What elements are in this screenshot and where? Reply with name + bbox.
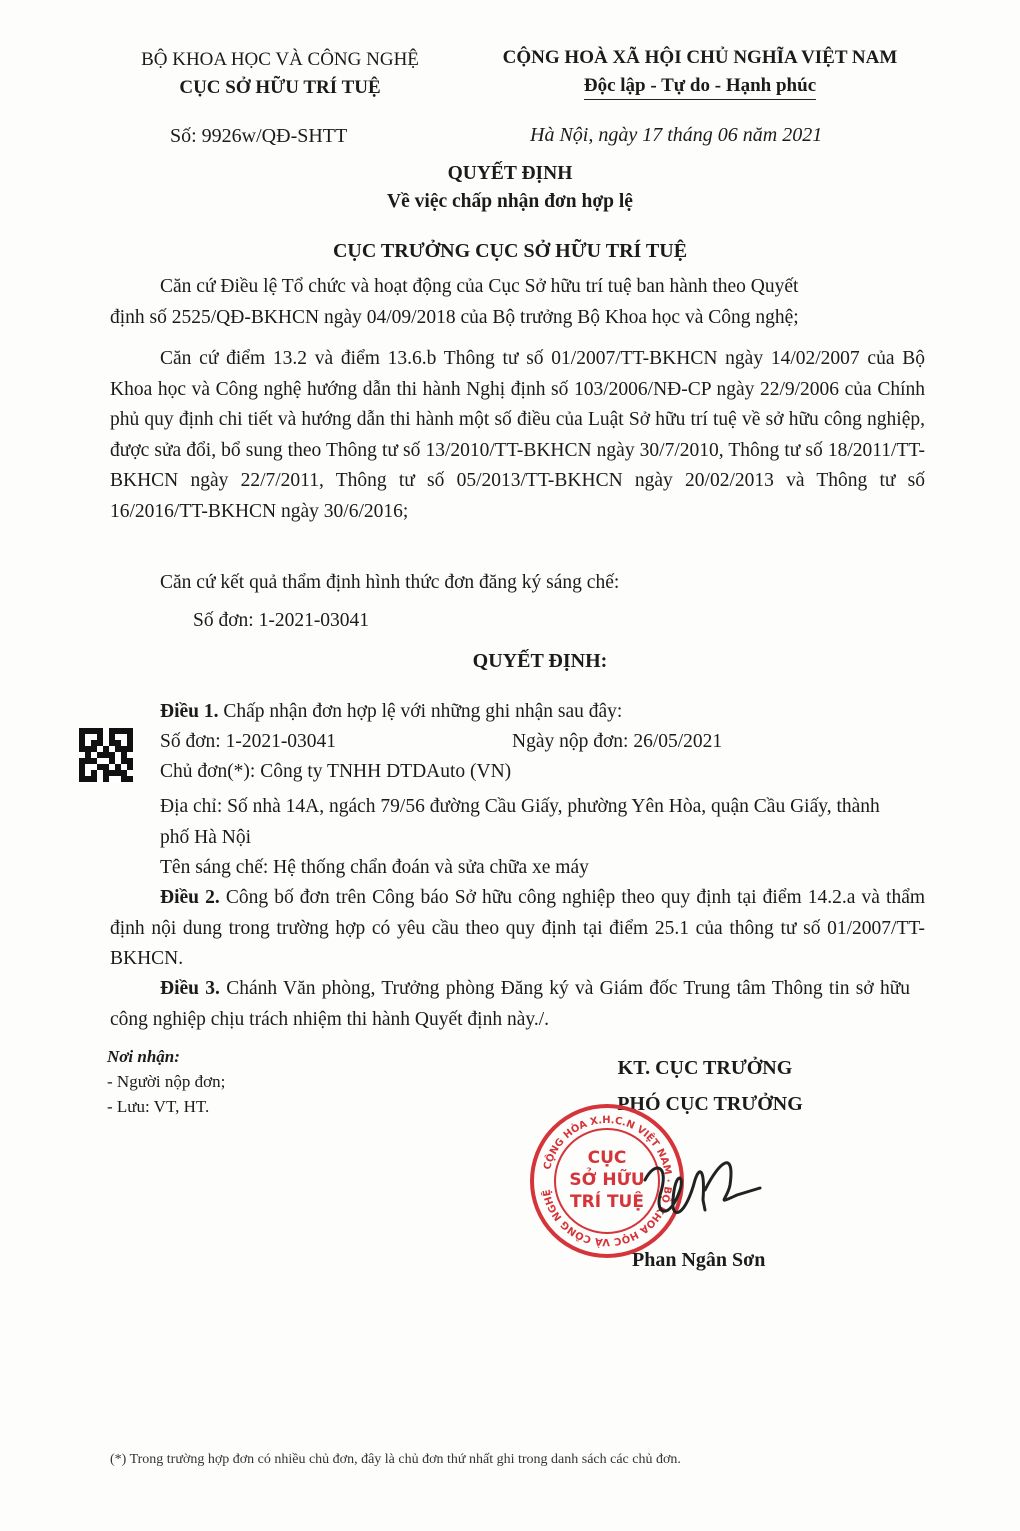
sign-on-behalf: KT. CỤC TRƯỞNG <box>617 1057 793 1079</box>
application-number-line: Số đơn: 1-2021-03041 <box>193 610 370 631</box>
decide-heading: QUYẾT ĐỊNH: <box>472 650 608 672</box>
article-2 <box>110 883 925 975</box>
handwritten-signature <box>625 1140 765 1240</box>
recipient-item: - Lưu: VT, HT. <box>107 1097 210 1116</box>
article-1-applicant: Chủ đơn(*): Công ty TNHH DTDAuto (VN) <box>160 761 512 782</box>
header-right <box>470 44 930 100</box>
agency-name: CỤC SỞ HỮU TRÍ TUỆ <box>179 77 381 98</box>
article-1-app-no: Số đơn: 1-2021-03041 <box>160 731 337 752</box>
article-1-text: Chấp nhận đơn hợp lệ với những ghi nhận sau đây: <box>223 701 623 722</box>
article-1-filing-date: Ngày nộp đơn: 26/05/2021 <box>512 731 723 752</box>
basis-1 <box>110 272 925 333</box>
basis-1-first-line: Căn cứ Điều lệ Tổ chức và hoạt động của Cục Sở hữu trí tuệ ban hành theo Quyết <box>160 276 799 297</box>
basis-1-rest: định số 2525/QĐ-BKHCN ngày 04/09/2018 của Bộ trưởng Bộ Khoa học và Công nghệ; <box>110 306 799 328</box>
qr-code <box>79 728 133 782</box>
article-3 <box>110 974 910 1035</box>
basis-2: Căn cứ điểm 13.2 và điểm 13.6.b Thông tư số 01/2007/TT-BKHCN ngày 14/02/2007 của Bộ Khoa học và Công nghệ hướng dẫn thi hành Nghị định số 103/2006/NĐ-CP ngày 22/9/2006 của Chính phủ quy định chi tiết và hướng dẫn thi hành một số điều của Luật Sở hữu trí tuệ về sở hữu công nghiệp, được sửa đổi, bổ sung theo Thông tư số 13/2010/TT-BKHCN ngày 30/7/2010, Thông tư số 18/2011/TT-BKHCN ngày 22/7/2011, Thông tư số 05/2013/TT-BKHCN ngày 20/02/2013 và Thông tư số 16/2016/TT-BKHCN ngày 30/6/2016; <box>110 348 925 522</box>
document-number: Số: 9926w/QĐ-SHTT <box>170 125 348 147</box>
article-3-text: Chánh Văn phòng, Trưởng phòng Đăng ký và Giám đốc Trung tâm Thông tin sở hữu công nghiệp chịu trách nhiệm thi hành Quyết định này./. <box>110 978 911 1030</box>
document-title <box>300 160 720 216</box>
place-date: Hà Nội, ngày 17 tháng 06 năm 2021 <box>530 124 823 146</box>
national-motto: Độc lập - Tự do - Hạnh phúc <box>584 73 816 100</box>
article-1-invention: Tên sáng chế: Hệ thống chẩn đoán và sửa chữa xe máy <box>160 857 589 878</box>
title-subject: Về việc chấp nhận đơn hợp lệ <box>387 191 633 212</box>
recipient-item: - Người nộp đơn; <box>107 1072 226 1091</box>
recipients <box>107 1044 225 1119</box>
seal-outer-text: CỘNG HÒA X.H.C.N VIỆT NAM · BỘ KHOA HỌC VÀ CÔNG NGHỆ <box>541 1114 674 1248</box>
ministry-name: BỘ KHOA HỌC VÀ CÔNG NGHỆ <box>141 49 419 70</box>
article-2-label: Điều 2. <box>160 887 220 908</box>
signer-name: Phan Ngân Sơn <box>632 1249 766 1271</box>
article-2-text: Công bố đơn trên Công báo Sở hữu công nghiệp theo quy định tại điểm 14.2.a và thẩm định nội dung trong trường hợp có yêu cầu theo quy định tại điểm 25.1 của thông tư số 01/2007/TT-BKHCN. <box>110 887 926 969</box>
seal-line-3: TRÍ TUỆ <box>570 1192 644 1212</box>
title-main: QUYẾT ĐỊNH <box>447 163 573 184</box>
article-1 <box>160 697 622 728</box>
footnote: (*) Trong trường hợp đơn có nhiều chủ đơn, đây là chủ đơn thứ nhất ghi trong danh sách các chủ đơn. <box>110 1452 681 1467</box>
recipients-heading: Nơi nhận: <box>107 1047 180 1066</box>
basis-3: Căn cứ kết quả thẩm định hình thức đơn đăng ký sáng chế: <box>160 572 620 593</box>
article-3-label: Điều 3. <box>160 978 220 999</box>
issuing-authority: CỤC TRƯỞNG CỤC SỞ HỮU TRÍ TUỆ <box>332 240 688 262</box>
seal-line-1: CỤC <box>587 1148 627 1168</box>
article-1-label: Điều 1. <box>160 701 219 722</box>
sign-position: PHÓ CỤC TRƯỞNG <box>617 1093 803 1115</box>
header-left <box>100 46 460 102</box>
country-name: CỘNG HOÀ XÃ HỘI CHỦ NGHĨA VIỆT NAM <box>502 47 898 68</box>
seal-line-2: SỞ HỮU <box>569 1170 645 1190</box>
article-1-address: Địa chỉ: Số nhà 14A, ngách 79/56 đường Cầu Giấy, phường Yên Hòa, quận Cầu Giấy, thành phố Hà Nội <box>160 796 880 848</box>
